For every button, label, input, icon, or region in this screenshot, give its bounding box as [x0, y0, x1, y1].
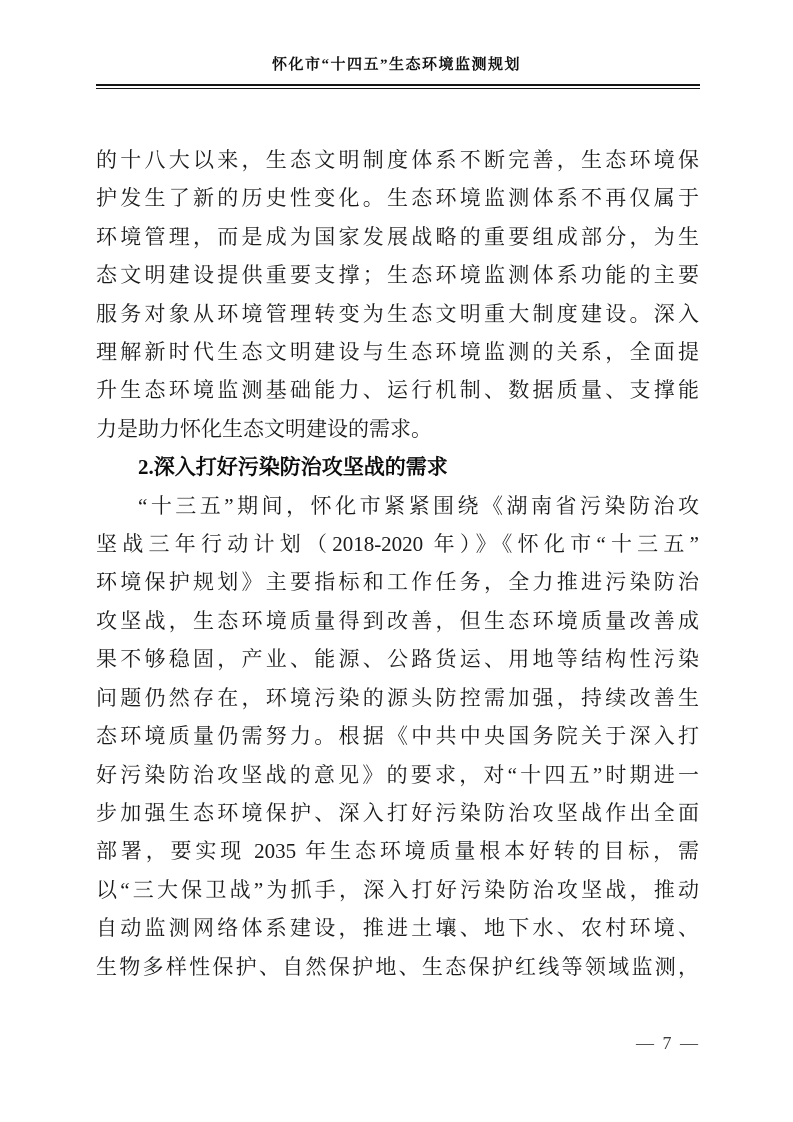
section-heading: 2.深入打好污染防治攻坚战的需求 — [138, 455, 448, 480]
text-line: 环境管理，而是成为国家发展战略的重要组成部分，为生 — [96, 224, 699, 249]
text-line: 态文明建设提供重要支撑；生态环境监测体系功能的主要 — [96, 263, 699, 288]
text-line: 理解新时代生态文明建设与生态环境监测的关系，全面提 — [96, 340, 699, 365]
text-line: 态环境质量仍需努力。根据《中共中央国务院关于深入打 — [96, 724, 699, 749]
text-line: 护发生了新的历史性变化。生态环境监测体系不再仅属于 — [96, 186, 699, 211]
text-line: 以“三大保卫战”为抓手，深入打好污染防治攻坚战，推动 — [96, 877, 699, 902]
text-line: 生物多样性保护、自然保护地、生态保护红线等领域监测， — [96, 954, 699, 979]
page-number: — 7 — — [636, 1033, 700, 1053]
text-line: 攻坚战，生态环境质量得到改善，但生态环境质量改善成 — [96, 608, 699, 633]
text-line: 问题仍然存在，环境污染的源头防控需加强，持续改善生 — [96, 685, 699, 710]
text-line: 部署，要实现 2035 年生态环境质量根本好转的目标，需 — [96, 839, 699, 864]
paragraph-continuation — [96, 141, 699, 448]
text-line: 步加强生态环境保护、深入打好污染防治攻坚战作出全面 — [96, 800, 699, 825]
paragraph-body — [96, 487, 699, 986]
text-line: 好污染防治攻坚战的意见》的要求，对“十四五”时期进一 — [96, 762, 699, 787]
header-title: 怀化市“十四五”生态环境监测规划 — [271, 57, 521, 73]
document-body — [96, 141, 699, 986]
text-line: 果不够稳固，产业、能源、公路货运、用地等结构性污染 — [96, 647, 699, 672]
text-line: 环境保护规划》主要指标和工作任务，全力推进污染防治 — [96, 570, 699, 595]
text-line: 力是助力怀化生态文明建设的需求。 — [96, 416, 432, 441]
text-line: “十三五”期间，怀化市紧紧围绕《湖南省污染防治攻 — [138, 493, 699, 518]
text-line: 坚战三年行动计划（2018-2020 年）》《怀化市“十三五” — [96, 532, 699, 557]
text-line: 的十八大以来，生态文明制度体系不断完善，生态环境保 — [96, 148, 699, 172]
text-line: 自动监测网络体系建设，推进土壤、地下水、农村环境、 — [96, 916, 699, 941]
header-rule — [96, 84, 700, 89]
text-line: 服务对象从环境管理转变为生态文明重大制度建设。深入 — [96, 301, 699, 326]
text-line: 升生态环境监测基础能力、运行机制、数据质量、支撑能 — [96, 378, 699, 403]
